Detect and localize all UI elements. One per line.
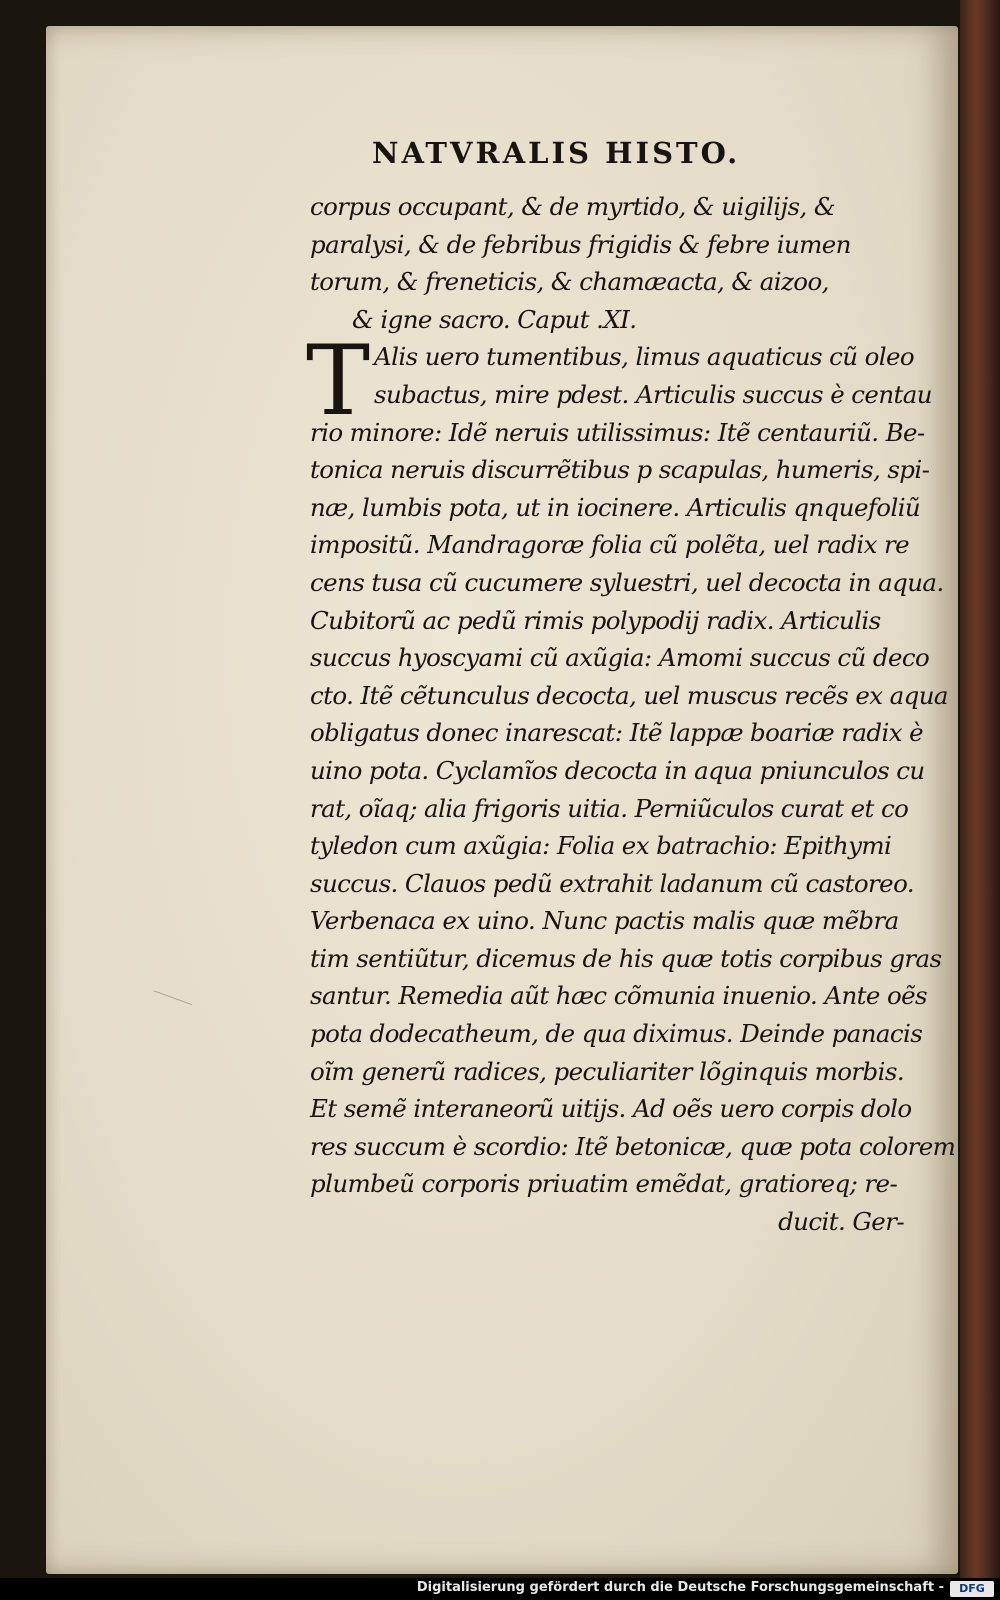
text-line: torum, & freneticis, & chamæacta, & aizoo,	[310, 267, 829, 297]
margin-mark: ⸻	[148, 980, 196, 1014]
text-line: obligatus donec inarescat: Itẽ lappæ boariæ radix è	[310, 718, 924, 748]
text-line: plumbeũ corporis priuatim emẽdat, gratioreq; re-	[310, 1169, 898, 1199]
catchword-line: ducit. Ger-	[778, 1207, 904, 1237]
text-line: corpus occupant, & de myrtido, & uigilijs, &	[310, 192, 836, 221]
book-edge	[960, 0, 1000, 1580]
text-line: impositũ. Mandragoræ folia cũ polẽta, uel radix re	[310, 530, 910, 560]
text-line: Cubitorũ ac pedũ rimis polypodij radix. Articulis	[310, 605, 881, 635]
text-line: uino pota. Cyclamĩos decocta in aqua pniunculos cu	[310, 755, 925, 785]
drop-cap: T	[306, 325, 371, 437]
text-line: cens tusa cũ cucumere syluestri, uel decocta in aqua.	[310, 567, 944, 597]
text-line: næ, lumbis pota, ut in iocinere. Articulis qnquefoliũ	[310, 492, 921, 522]
footer-bar	[0, 1578, 1000, 1600]
text-line: oĩm generũ radices, peculiariter lõginquis morbis.	[310, 1056, 905, 1086]
footer-credit: Digitalisierung gefördert durch die Deutsche Forschungsgemeinschaft -	[416, 1580, 944, 1595]
text-line: Verbenaca ex uino. Nunc pactis malis quæ mẽbra	[310, 906, 899, 936]
text-line: paralysi, & de febribus frigidis & febre iumen	[310, 229, 851, 259]
text-line: res succum è scordio: Itẽ betonicæ, quæ pota colorem	[310, 1131, 956, 1161]
text-line: tim sentiũtur, dicemus de his quæ totis corpibus gras	[310, 943, 942, 973]
text-line: succus. Clauos pedũ extrahit ladanum cũ castoreo.	[310, 868, 914, 898]
text-line: rat, oĩaq; alia frigoris uitia. Perniũculos curat et co	[310, 793, 909, 823]
dfg-logo: DFG	[950, 1581, 994, 1597]
text-line: rio minore: Idẽ neruis utilissimus: Itẽ centauriũ. Be-	[310, 417, 925, 447]
text-line: Alis uero tumentibus, limus aquaticus cũ oleo	[374, 342, 915, 372]
text-line: succus hyoscyami cũ axũgia: Amomi succus cũ deco	[310, 643, 930, 673]
text-line: santur. Remedia aũt hæc cõmunia inuenio. Ante oẽs	[310, 981, 928, 1011]
running-head: NATVRALIS HISTO.	[372, 136, 741, 170]
text-line: cto. Itẽ cẽtunculus decocta, uel muscus recẽs ex aqua	[310, 680, 948, 710]
text-line: & igne sacro. Caput .XI.	[352, 304, 637, 334]
text-line: subactus, mire pdest. Articulis succus è centau	[374, 379, 932, 409]
text-line: tonica neruis discurrẽtibus p scapulas, humeris, spi-	[310, 455, 930, 485]
text-line: tyledon cum axũgia: Folia ex batrachio: Epithymi	[310, 831, 892, 861]
text-block	[310, 188, 956, 1241]
text-line: Et semẽ interaneorũ uitijs. Ad oẽs uero corpis dolo	[310, 1094, 912, 1124]
text-line: pota dodecatheum, de qua diximus. Deinde panacis	[310, 1019, 923, 1049]
